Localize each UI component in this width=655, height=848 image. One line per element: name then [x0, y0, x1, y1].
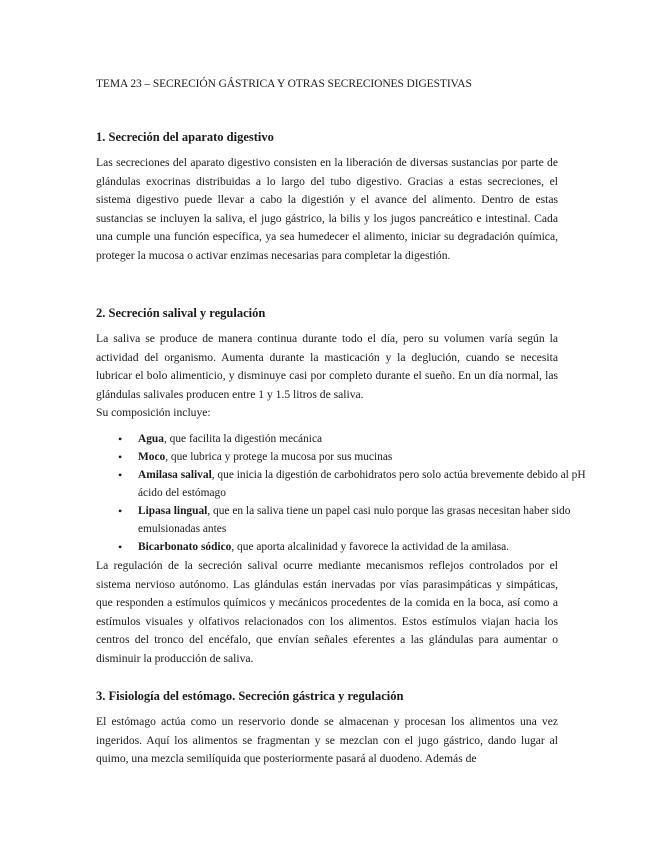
bullet-icon: •	[118, 540, 123, 554]
section-3-paragraph: El estómago actúa como un reservorio donde se almacenan y procesan los alimentos una vez ingeridos. Aquí los alimentos se fragmentan y se mezclan con el jugo gástrico, dando lugar al quimo, una mezcla semilíquida que posteriormente pasará al duodeno. Además de	[96, 715, 558, 765]
list-item-desc: , que aporta alcalinidad y favorece la actividad de la amilasa.	[231, 541, 510, 553]
list-item-term: Lipasa lingual	[138, 505, 208, 517]
list-item	[118, 502, 588, 538]
list-item-term: Bicarbonato sódico	[138, 541, 232, 553]
list-item-term: Amilasa salival	[138, 469, 212, 481]
bullet-icon: •	[118, 432, 123, 446]
section-1-paragraph: Las secreciones del aparato digestivo consisten en la liberación de diversas sustancias por parte de glándulas exocrinas distribuidas a lo largo del tubo digestivo. Gracias a estas secreciones, el sistema digestivo puede llevar a cabo la digestión y el avance del alimento. Dentro de estas sustancias se incluyen la saliva, el jugo gástrico, la bilis y los jugos pancreático e intestinal. Cada una cumple una función específica, ya sea humedecer el alimento, iniciar su degradación química, proteger la mucosa o activar enzimas necesarias para completar la digestión.	[96, 156, 558, 262]
list-item-term: Agua	[138, 433, 164, 445]
section-2-paragraph-2: Su composición incluye:	[96, 406, 211, 419]
list-item	[118, 448, 588, 466]
list-item	[118, 538, 588, 556]
section-2-paragraph-3: La regulación de la secreción salival ocurre mediante mecanismos reflejos controlados por el sistema nervioso autónomo. Las glándulas están inervadas por vías parasimpáticas y simpáticas, que responden a estímulos químicos y mecánicos procedentes de la comida en la boca, así como a estímulos visuales y olfativos relacionados con los alimentos. Estos estímulos viajan hacia los centros del tronco del encéfalo, que envían señales eferentes a las glándulas para aumentar o disminuir la producción de saliva.	[96, 559, 558, 665]
bullet-icon: •	[118, 504, 123, 518]
bullet-icon: •	[118, 468, 123, 482]
document-title: TEMA 23 – SECRECIÓN GÁSTRICA Y OTRAS SECRECIONES DIGESTIVAS	[96, 78, 472, 90]
section-2-paragraph-1: La saliva se produce de manera continua durante todo el día, pero su volumen varía según la actividad del organismo. Aumenta durante la masticación y la deglución, cuando se necesita lubricar el bolo alimenticio, y disminuye casi por completo durante el sueño. En un día normal, las glándulas salivales producen entre 1 y 1.5 litros de saliva.	[96, 332, 558, 401]
list-item	[118, 466, 588, 502]
bullet-icon: •	[118, 450, 123, 464]
list-item-desc: , que en la saliva tiene un papel casi nulo porque las grasas necesitan haber sido emulsionadas antes	[138, 505, 571, 535]
list-item-desc: , que inicia la digestión de carbohidratos pero solo actúa brevemente debido al pH ácido del estómago	[138, 469, 586, 499]
section-2-heading: 2. Secreción salival y regulación	[96, 306, 266, 320]
list-item-desc: , que lubrica y protege la mucosa por sus mucinas	[165, 451, 393, 463]
section-3-heading: 3. Fisiología del estómago. Secreción gástrica y regulación	[96, 689, 404, 703]
section-1-heading: 1. Secreción del aparato digestivo	[96, 130, 274, 144]
list-item-term: Moco	[138, 451, 166, 463]
list-item-desc: , que facilita la digestión mecánica	[163, 433, 323, 445]
composition-list	[100, 430, 588, 556]
list-item	[118, 430, 588, 448]
